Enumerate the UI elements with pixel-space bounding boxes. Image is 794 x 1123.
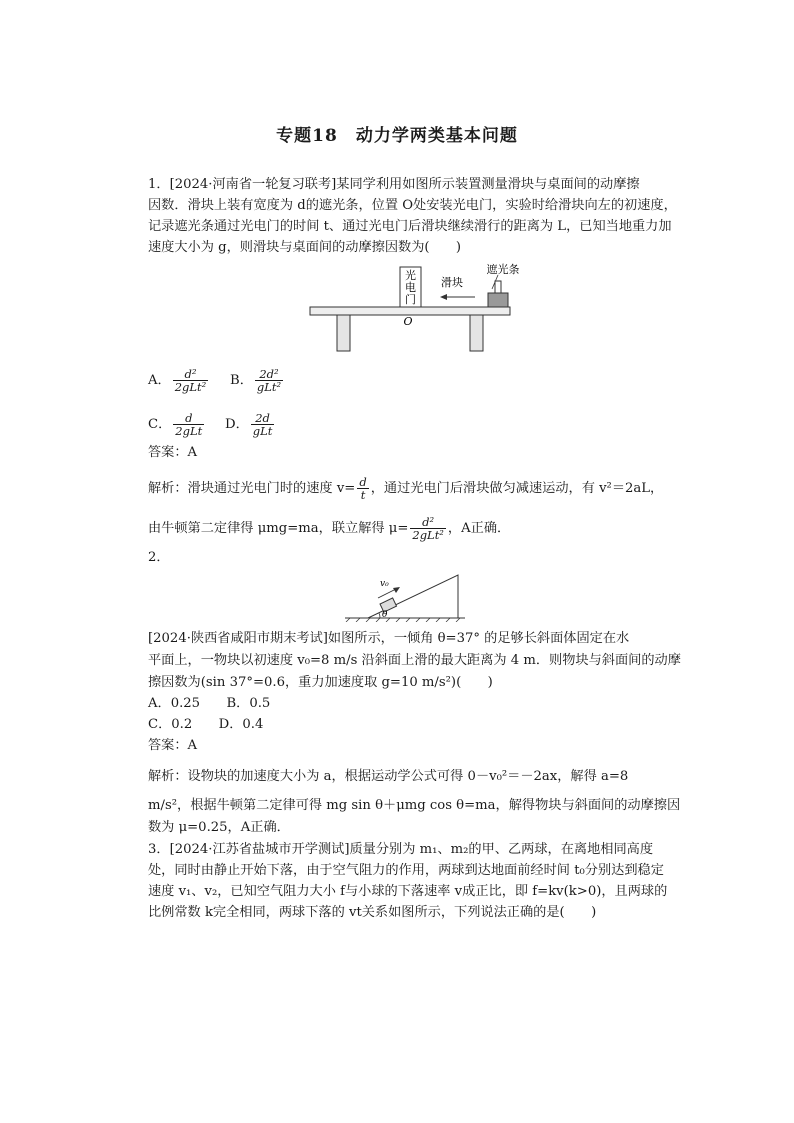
- q1-analysis-1-den: t: [357, 488, 368, 501]
- angle-label: θ: [382, 610, 388, 620]
- q1-option-d-num: 2d: [255, 411, 270, 425]
- table-leg-left: [337, 315, 350, 351]
- q1-analysis-line-2: [148, 516, 510, 541]
- q2-line-3: 擦因数为(sin 37°=0.6，重力加速度取 g=10 m/s²)( ): [148, 675, 493, 690]
- q1-analysis-1b: ，通过光电门后滑块做匀减速运动，有 v²＝2aL，: [370, 481, 664, 496]
- q1-option-a-letter: A．: [148, 373, 171, 388]
- q1-option-b-letter: B．: [230, 373, 253, 388]
- q1-analysis-2-den: 2gLt²: [412, 528, 444, 542]
- q2-line-1: [2024·陕西省咸阳市期末考试]如图所示，一倾角 θ=37° 的足够长斜面体固定在水: [148, 631, 630, 646]
- q2-analysis-3: 数为 μ=0.25，A正确．: [148, 820, 290, 835]
- q2-line-2: 平面上，一物块以初速度 v₀=8 m/s 沿斜面上滑的最大距离为 4 m．则物块与斜面间的动摩: [148, 653, 681, 668]
- angle-arc: [379, 613, 380, 618]
- gate-label-3: 门: [405, 293, 416, 306]
- gate-label-1: 光: [405, 269, 416, 282]
- q1-option-d-letter: D．: [225, 417, 249, 432]
- q1-option-b-num: 2d²: [259, 367, 279, 381]
- q1-line-1: 1．[2024·河南省一轮复习联考]某同学利用如图所示装置测量滑块与桌面间的动摩擦: [148, 177, 640, 192]
- q1-analysis-2-num: d²: [422, 515, 435, 529]
- q1-line-4: 速度大小为 g，则滑块与桌面间的动摩擦因数为( ): [148, 240, 462, 255]
- page-title: 专题18 动力学两类基本问题: [276, 126, 518, 146]
- ground-hatch: [346, 618, 460, 622]
- q1-option-c: [148, 412, 206, 437]
- q2-analysis-1: 解析：设物块的加速度大小为 a，根据运动学公式可得 0－v₀²＝－2ax，解得 a=8: [148, 769, 629, 784]
- gate-label-2: 电: [405, 281, 416, 294]
- q1-option-c-letter: C．: [148, 417, 172, 432]
- strip-label: 遮光条: [486, 263, 520, 276]
- q1-line-3: 记录遮光条通过光电门的时间 t、通过光电门后滑块继续滑行的距离为 L，已知当地重力加: [148, 219, 672, 234]
- q2-number: 2．: [148, 550, 170, 565]
- point-o-label: O: [403, 315, 413, 328]
- v0-label: v₀: [380, 579, 389, 589]
- light-strip: [495, 281, 501, 293]
- q2-figure: [340, 570, 470, 622]
- table-leg-right: [470, 315, 483, 351]
- table-top: [310, 307, 510, 315]
- q1-analysis-1-num: d: [359, 475, 367, 489]
- q1-option-c-num: d: [185, 411, 193, 425]
- q1-analysis-2b: ，A正确．: [447, 521, 511, 536]
- q1-analysis-1a: 解析：滑块通过光电门时的速度 v=: [148, 481, 356, 496]
- q3-line-4: 比例常数 k完全相同，两球下落的 vt关系如图所示，下列说法正确的是( ): [148, 905, 597, 920]
- q1-option-a-num: d²: [184, 367, 197, 381]
- q1-option-a: [148, 368, 210, 393]
- slider-label: 滑块: [441, 276, 463, 289]
- slider-block: [488, 293, 508, 307]
- q1-line-2: 因数．滑块上装有宽度为 d的遮光条，位置 O处安装光电门，实验时给滑块向左的初速度，: [148, 198, 677, 213]
- q1-option-b: [230, 368, 285, 393]
- q2-analysis-2: m/s²，根据牛顿第二定律可得 mg sin θ＋μmg cos θ=ma，解得物块与斜面间的动摩擦因: [148, 798, 681, 813]
- q1-option-a-den: 2gLt²: [174, 380, 207, 394]
- q1-figure: [300, 262, 520, 357]
- q2-options-row-1: A．0.25 B．0.5: [148, 696, 271, 711]
- q2-answer: 答案：A: [148, 738, 198, 753]
- q2-options-row-2: C．0.2 D．0.4: [148, 717, 264, 732]
- velocity-arrowhead: [440, 294, 447, 300]
- q3-line-2: 处，同时由静止开始下落，由于空气阻力的作用，两球到达地面前经时间 t₀分别达到稳定: [148, 863, 664, 878]
- q1-analysis-2a: 由牛顿第二定律得 μmg=ma，联立解得 μ=: [148, 521, 409, 536]
- q1-option-d-den: gLt: [252, 424, 273, 438]
- q1-answer: 答案：A: [148, 445, 198, 460]
- q1-option-c-den: 2gLt: [175, 424, 203, 438]
- q1-option-d: [225, 412, 276, 437]
- q1-option-b-den: gLt²: [256, 380, 282, 394]
- q3-line-1: 3．[2024·江苏省盐城市开学测试]质量分别为 m₁、m₂的甲、乙两球，在离地相同高度: [148, 842, 654, 857]
- q1-analysis-line-1: [148, 476, 663, 501]
- q3-line-3: 速度 v₁、v₂，已知空气阻力大小 f与小球的下落速率 v成正比，即 f=kv(k>0)，且两球的: [148, 884, 668, 899]
